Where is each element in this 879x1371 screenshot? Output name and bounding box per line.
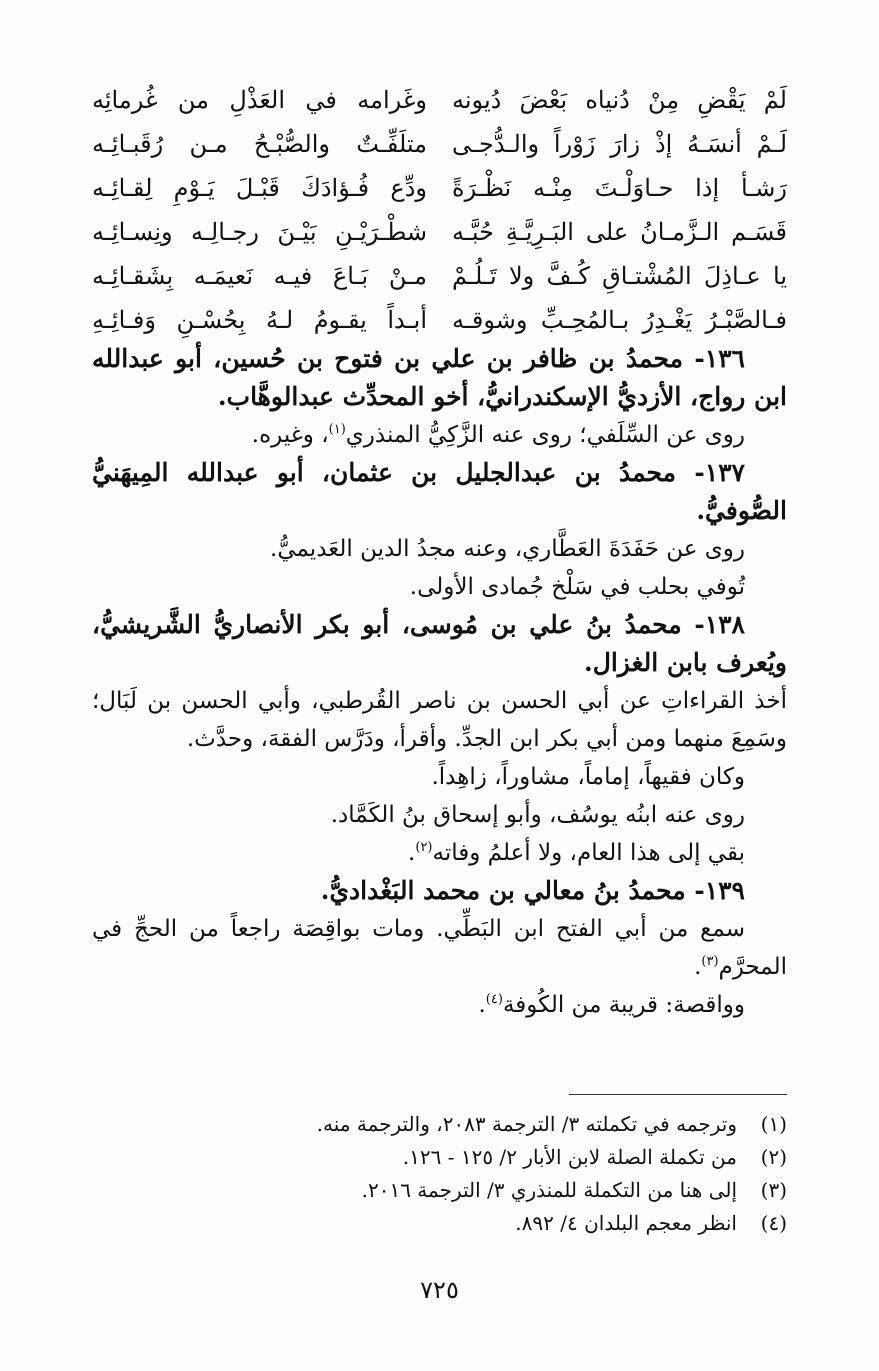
entry-paragraph — [92, 986, 787, 1024]
entry-paragraph — [92, 758, 787, 796]
verse — [92, 122, 787, 166]
paragraph-text: روى عن السِّلَفي؛ روى عنه الزَّكِيُّ المنذري — [345, 422, 745, 448]
footnote-ref: (٣) — [701, 954, 719, 969]
verse-second-hemistich: أبـداً يقـومُ لـهُ بِحُسْـنِ وَفـائِـهِ — [92, 306, 427, 334]
footnote-text: وترجمه في تكملته ٣/ الترجمة ٢٠٨٣، والترجمة منه. — [316, 1112, 737, 1136]
entry-paragraph — [92, 416, 787, 454]
verse-first-hemistich: رَشـأ إذا حـاوَلْـتَ مِنْـه نَظْـرَةً — [452, 174, 787, 202]
entry-heading-137: ١٣٧- محمدُ بن عبدالجليل بن عثمان، أبو عبدالله المِيهَنيُّ الصُّوفيُّ. — [92, 458, 787, 525]
poem — [92, 78, 787, 342]
entry-paragraph — [92, 796, 787, 834]
paragraph-text: وواقصة: قريبة من الكُوفة — [502, 992, 745, 1018]
verse-first-hemistich: لَمْ يَقْضِ مِنْ دُنياه بَعْضَ دُيونه — [452, 86, 787, 114]
page-number: ٧٢٥ — [420, 1276, 459, 1304]
paragraph-text-tail: . — [694, 954, 702, 980]
verse — [92, 78, 787, 122]
footnote-number: (١) — [760, 1112, 787, 1136]
footnote — [92, 1108, 787, 1141]
verse-second-hemistich: ودِّع فُـؤادَكَ قَبْـلَ يَـوْمِ لِقـائِـه — [92, 174, 427, 202]
footnote-ref: (٤) — [485, 992, 503, 1007]
paragraph-text: روى عنه ابنُه يوسُف، وأبو إسحاق بنُ الكَمَّاد. — [330, 802, 745, 828]
footnotes — [92, 1108, 787, 1240]
verse-first-hemistich: فـالصَّبْـرُ يَغْـدِرُ بـالمُحِـبِّ وشوقـه — [452, 306, 787, 334]
paragraph-text: سمع من أبي الفتح ابن البَطِّي. ومات بواقِصَة راجعاً من الحجِّ في المحرَّم — [92, 916, 787, 980]
paragraph-text-tail: . — [408, 840, 416, 866]
footnote-number: (٢) — [760, 1145, 787, 1169]
paragraph-text: بقي إلى هذا العام، ولا أعلمُ وفاته — [432, 840, 745, 866]
paragraph-text: روى عن حَفَدَةَ العَطَّاري، وعنه مجدُ الدين العَديميُّ. — [270, 536, 745, 562]
verse — [92, 298, 787, 342]
verse-first-hemistich: قَسَـم الـزَّمـانُ على البَـرِيَّـةِ حُبَّـه — [452, 218, 787, 246]
entry-paragraph — [92, 682, 787, 758]
footnote-text: انظر معجم البلدان ٤/ ٨٩٢. — [515, 1211, 737, 1235]
biography-entries — [92, 340, 787, 1024]
verse-second-hemistich: وغَرامه في العَذْلِ من غُرمائِه — [92, 86, 427, 114]
paragraph-text: وكان فقيهاً، إماماً، مشاوراً، زاهِداً. — [431, 764, 745, 790]
verse-first-hemistich: يا عـاذِلَ المُشْتـاقِ كُـفَّ ولا تَـلُـمْ — [452, 262, 787, 290]
entry-paragraph — [92, 568, 787, 606]
footnote-divider — [569, 1094, 787, 1095]
paragraph-text: أخذ القراءاتِ عن أبي الحسن بن ناصر القُرطبي، وأبي الحسن بن لَبَال؛ وسَمِعَ منهما ومن أبي بكر ابن الجدِّ. وأقرأ، ودَرَّس الفقهَ، وحدَّث. — [92, 688, 787, 752]
entry-heading-136: ١٣٦- محمدُ بن ظافر بن علي بن فتوح بن حُسين، أبو عبدالله ابن رواج، الأزديُّ الإسكندرانيُّ، أخو المحدِّث عبدالوهَّاب. — [92, 344, 787, 411]
footnote — [92, 1207, 787, 1240]
footnote-number: (٤) — [760, 1211, 787, 1235]
verse-first-hemistich: لَـمْ أنسَـهُ إذْ زارَ زَوْراً والـدُّجـى — [452, 130, 787, 158]
entry-heading-139: ١٣٩- محمدُ بنُ معالي بن محمد البَغْداديُّ. — [320, 876, 745, 905]
paragraph-text-tail: ، وغيره. — [251, 422, 329, 448]
verse-second-hemistich: مـنْ بَـاعَ فيـه نَعيمَـه بِشَقـائِـه — [92, 262, 427, 290]
verse-second-hemistich: شطْـرَيْـنِ بَيْـنَ رجـالِـه ونِسـائِـه — [92, 218, 427, 246]
verse — [92, 254, 787, 298]
footnote-ref: (١) — [328, 422, 346, 437]
footnote-text: من تكملة الصلة لابن الأبار ٢/ ١٢٥ - ١٢٦. — [402, 1145, 737, 1169]
entry-paragraph — [92, 834, 787, 872]
paragraph-text: تُوفي بحلب في سَلْخ جُمادى الأولى. — [409, 574, 745, 600]
footnote — [92, 1141, 787, 1174]
footnote-text: إلى هنا من التكملة للمنذري ٣/ الترجمة ٢٠١٦. — [361, 1178, 737, 1202]
verse — [92, 210, 787, 254]
entry-heading-138: ١٣٨- محمدُ بنُ علي بن مُوسى، أبو بكر الأنصاريُّ الشَّريشيُّ، ويُعرف بابن الغزال. — [92, 610, 787, 677]
entry-paragraph — [92, 530, 787, 568]
verse-second-hemistich: متلَفِّـتٌ والصُّبْـحُ مـن رُقَبـائِـه — [92, 130, 427, 158]
verse — [92, 166, 787, 210]
footnote — [92, 1174, 787, 1207]
entry-paragraph — [92, 910, 787, 986]
footnote-ref: (٢) — [415, 840, 433, 855]
footnote-number: (٣) — [760, 1178, 787, 1202]
paragraph-text-tail: . — [478, 992, 486, 1018]
